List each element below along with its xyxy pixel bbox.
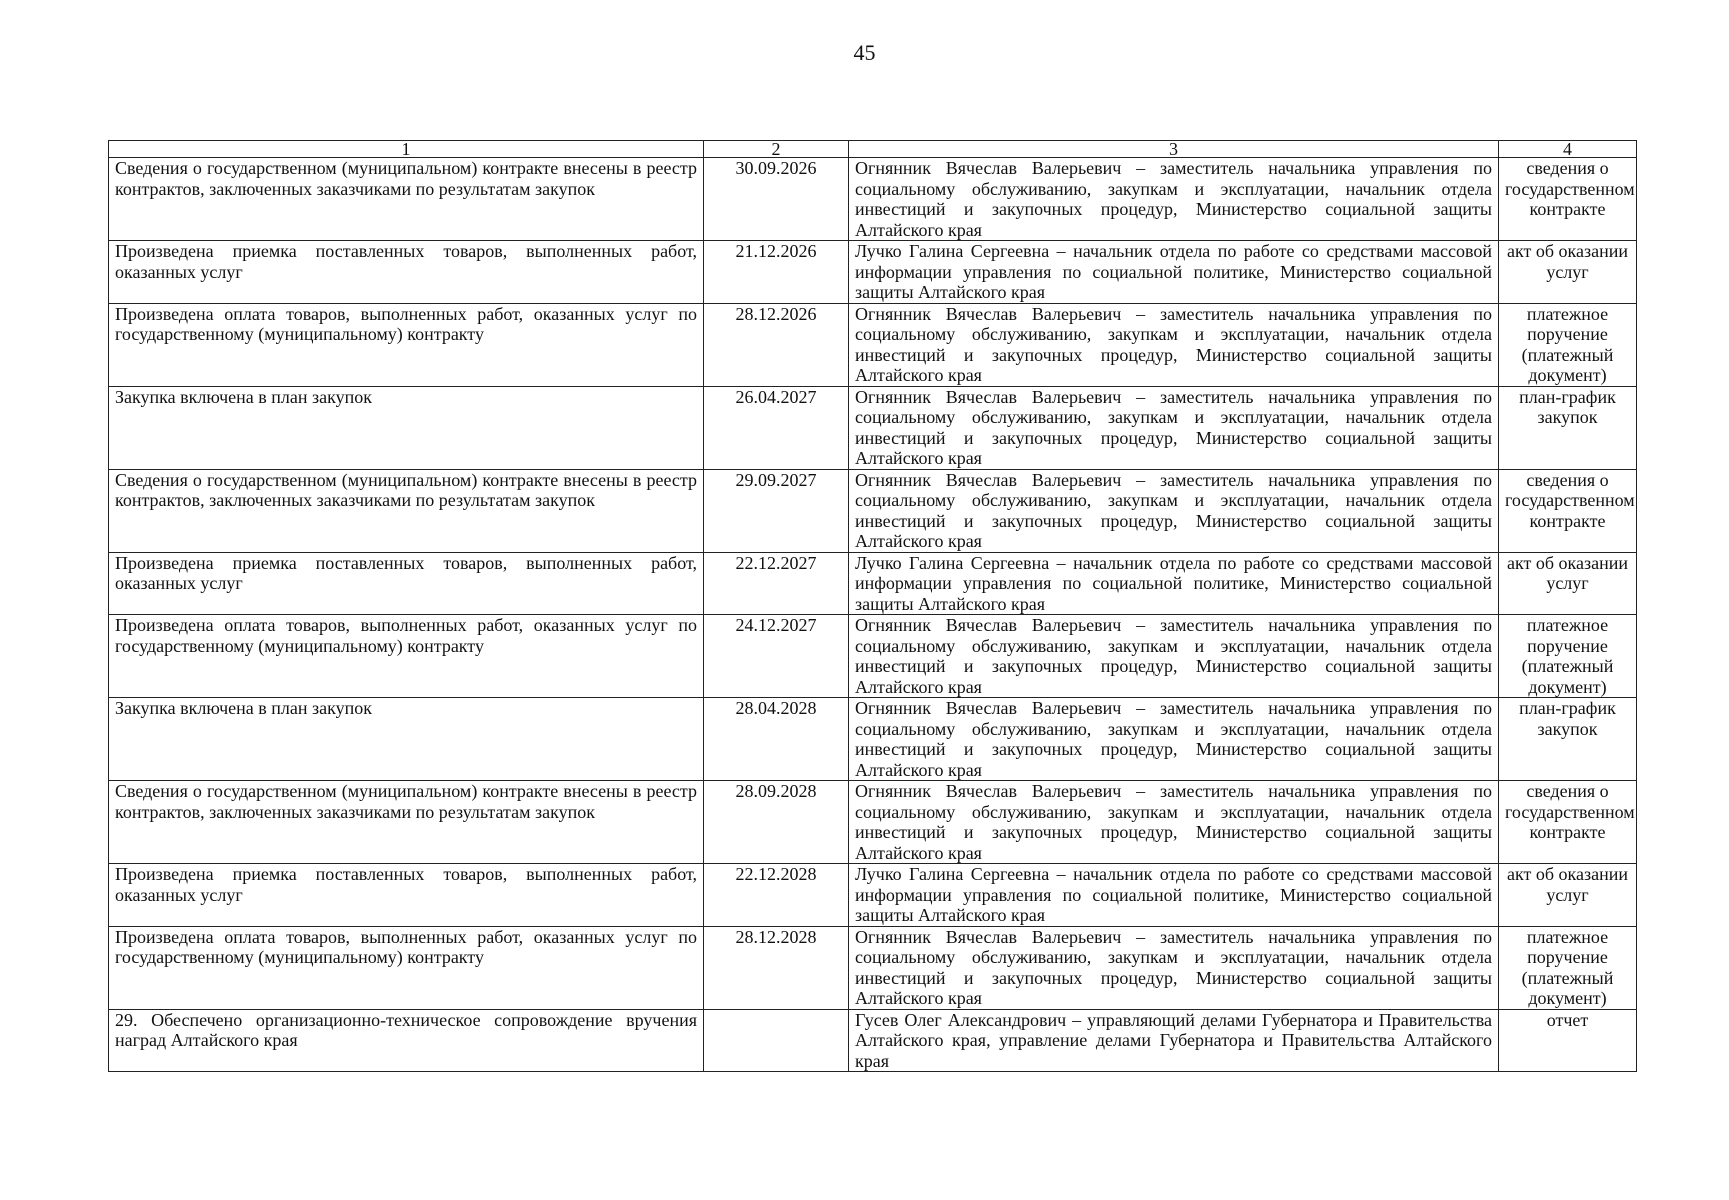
column-number-3: 3 xyxy=(849,141,1499,158)
date-cell: 28.12.2028 xyxy=(704,926,849,1009)
document-cell: план-график закупок xyxy=(1499,698,1637,781)
table-row xyxy=(109,158,1637,241)
document-cell: отчет xyxy=(1499,1009,1637,1072)
table-row xyxy=(109,698,1637,781)
responsible-cell: Огнянник Вячеслав Валерьевич – заместитель начальника управления по социальному обслуживанию, закупкам и эксплуатации, начальник отдела инвестиций и закупочных процедур, Министерство социальной защиты Алтайского края xyxy=(849,303,1499,386)
date-cell xyxy=(704,1009,849,1072)
event-cell: Произведена оплата товаров, выполненных работ, оказанных услуг по государственному (муниципальному) контракту xyxy=(109,926,704,1009)
responsible-cell: Огнянник Вячеслав Валерьевич – заместитель начальника управления по социальному обслуживанию, закупкам и эксплуатации, начальник отдела инвестиций и закупочных процедур, Министерство социальной защиты Алтайского края xyxy=(849,386,1499,469)
event-cell: Произведена приемка поставленных товаров, выполненных работ, оказанных услуг xyxy=(109,552,704,615)
date-cell: 21.12.2026 xyxy=(704,241,849,304)
event-cell: 29. Обеспечено организационно-техническое сопровождение вручения наград Алтайского края xyxy=(109,1009,704,1072)
responsible-cell: Лучко Галина Сергеевна – начальник отдела по работе со средствами массовой информации управления по социальной политике, Министерство социальной защиты Алтайского края xyxy=(849,241,1499,304)
document-cell: сведения о государственном контракте xyxy=(1499,781,1637,864)
table-row xyxy=(109,303,1637,386)
responsible-cell: Огнянник Вячеслав Валерьевич – заместитель начальника управления по социальному обслуживанию, закупкам и эксплуатации, начальник отдела инвестиций и закупочных процедур, Министерство социальной защиты Алтайского края xyxy=(849,469,1499,552)
schedule-table xyxy=(108,140,1637,1072)
event-cell: Произведена приемка поставленных товаров, выполненных работ, оказанных услуг xyxy=(109,241,704,304)
date-cell: 29.09.2027 xyxy=(704,469,849,552)
column-number-1: 1 xyxy=(109,141,704,158)
date-cell: 28.12.2026 xyxy=(704,303,849,386)
event-cell: Сведения о государственном (муниципальном) контракте внесены в реестр контрактов, заключенных заказчиками по результатам закупок xyxy=(109,469,704,552)
date-cell: 26.04.2027 xyxy=(704,386,849,469)
event-cell: Произведена приемка поставленных товаров, выполненных работ, оказанных услуг xyxy=(109,864,704,927)
event-cell: Сведения о государственном (муниципальном) контракте внесены в реестр контрактов, заключенных заказчиками по результатам закупок xyxy=(109,781,704,864)
document-cell: акт об оказании услуг xyxy=(1499,864,1637,927)
responsible-cell: Огнянник Вячеслав Валерьевич – заместитель начальника управления по социальному обслуживанию, закупкам и эксплуатации, начальник отдела инвестиций и закупочных процедур, Министерство социальной защиты Алтайского края xyxy=(849,926,1499,1009)
table-row xyxy=(109,864,1637,927)
responsible-cell: Огнянник Вячеслав Валерьевич – заместитель начальника управления по социальному обслуживанию, закупкам и эксплуатации, начальник отдела инвестиций и закупочных процедур, Министерство социальной защиты Алтайского края xyxy=(849,698,1499,781)
event-cell: Произведена оплата товаров, выполненных работ, оказанных услуг по государственному (муниципальному) контракту xyxy=(109,303,704,386)
date-cell: 24.12.2027 xyxy=(704,615,849,698)
table-row xyxy=(109,781,1637,864)
event-cell: Сведения о государственном (муниципальном) контракте внесены в реестр контрактов, заключенных заказчиками по результатам закупок xyxy=(109,158,704,241)
table-row xyxy=(109,469,1637,552)
table-row xyxy=(109,615,1637,698)
table-row xyxy=(109,1009,1637,1072)
document-cell: платежное поручение (платежный документ) xyxy=(1499,926,1637,1009)
table-row xyxy=(109,241,1637,304)
column-number-4: 4 xyxy=(1499,141,1637,158)
date-cell: 28.09.2028 xyxy=(704,781,849,864)
table-header-row xyxy=(109,141,1637,158)
responsible-cell: Лучко Галина Сергеевна – начальник отдела по работе со средствами массовой информации управления по социальной политике, Министерство социальной защиты Алтайского края xyxy=(849,552,1499,615)
event-cell: Закупка включена в план закупок xyxy=(109,698,704,781)
date-cell: 28.04.2028 xyxy=(704,698,849,781)
document-cell: акт об оказании услуг xyxy=(1499,241,1637,304)
date-cell: 22.12.2027 xyxy=(704,552,849,615)
document-cell: план-график закупок xyxy=(1499,386,1637,469)
date-cell: 22.12.2028 xyxy=(704,864,849,927)
document-cell: сведения о государственном контракте xyxy=(1499,469,1637,552)
document-cell: платежное поручение (платежный документ) xyxy=(1499,303,1637,386)
table-row xyxy=(109,552,1637,615)
document-cell: платежное поручение (платежный документ) xyxy=(1499,615,1637,698)
table-row xyxy=(109,386,1637,469)
responsible-cell: Гусев Олег Александрович – управляющий делами Губернатора и Правительства Алтайского края, управление делами Губернатора и Правительства Алтайского края xyxy=(849,1009,1499,1072)
responsible-cell: Огнянник Вячеслав Валерьевич – заместитель начальника управления по социальному обслуживанию, закупкам и эксплуатации, начальник отдела инвестиций и закупочных процедур, Министерство социальной защиты Алтайского края xyxy=(849,615,1499,698)
document-cell: акт об оказании услуг xyxy=(1499,552,1637,615)
responsible-cell: Огнянник Вячеслав Валерьевич – заместитель начальника управления по социальному обслуживанию, закупкам и эксплуатации, начальник отдела инвестиций и закупочных процедур, Министерство социальной защиты Алтайского края xyxy=(849,781,1499,864)
table-row xyxy=(109,926,1637,1009)
page-number: 45 xyxy=(853,40,876,65)
responsible-cell: Лучко Галина Сергеевна – начальник отдела по работе со средствами массовой информации управления по социальной политике, Министерство социальной защиты Алтайского края xyxy=(849,864,1499,927)
document-cell: сведения о государственном контракте xyxy=(1499,158,1637,241)
event-cell: Произведена оплата товаров, выполненных работ, оказанных услуг по государственному (муниципальному) контракту xyxy=(109,615,704,698)
responsible-cell: Огнянник Вячеслав Валерьевич – заместитель начальника управления по социальному обслуживанию, закупкам и эксплуатации, начальник отдела инвестиций и закупочных процедур, Министерство социальной защиты Алтайского края xyxy=(849,158,1499,241)
date-cell: 30.09.2026 xyxy=(704,158,849,241)
column-number-2: 2 xyxy=(704,141,849,158)
event-cell: Закупка включена в план закупок xyxy=(109,386,704,469)
